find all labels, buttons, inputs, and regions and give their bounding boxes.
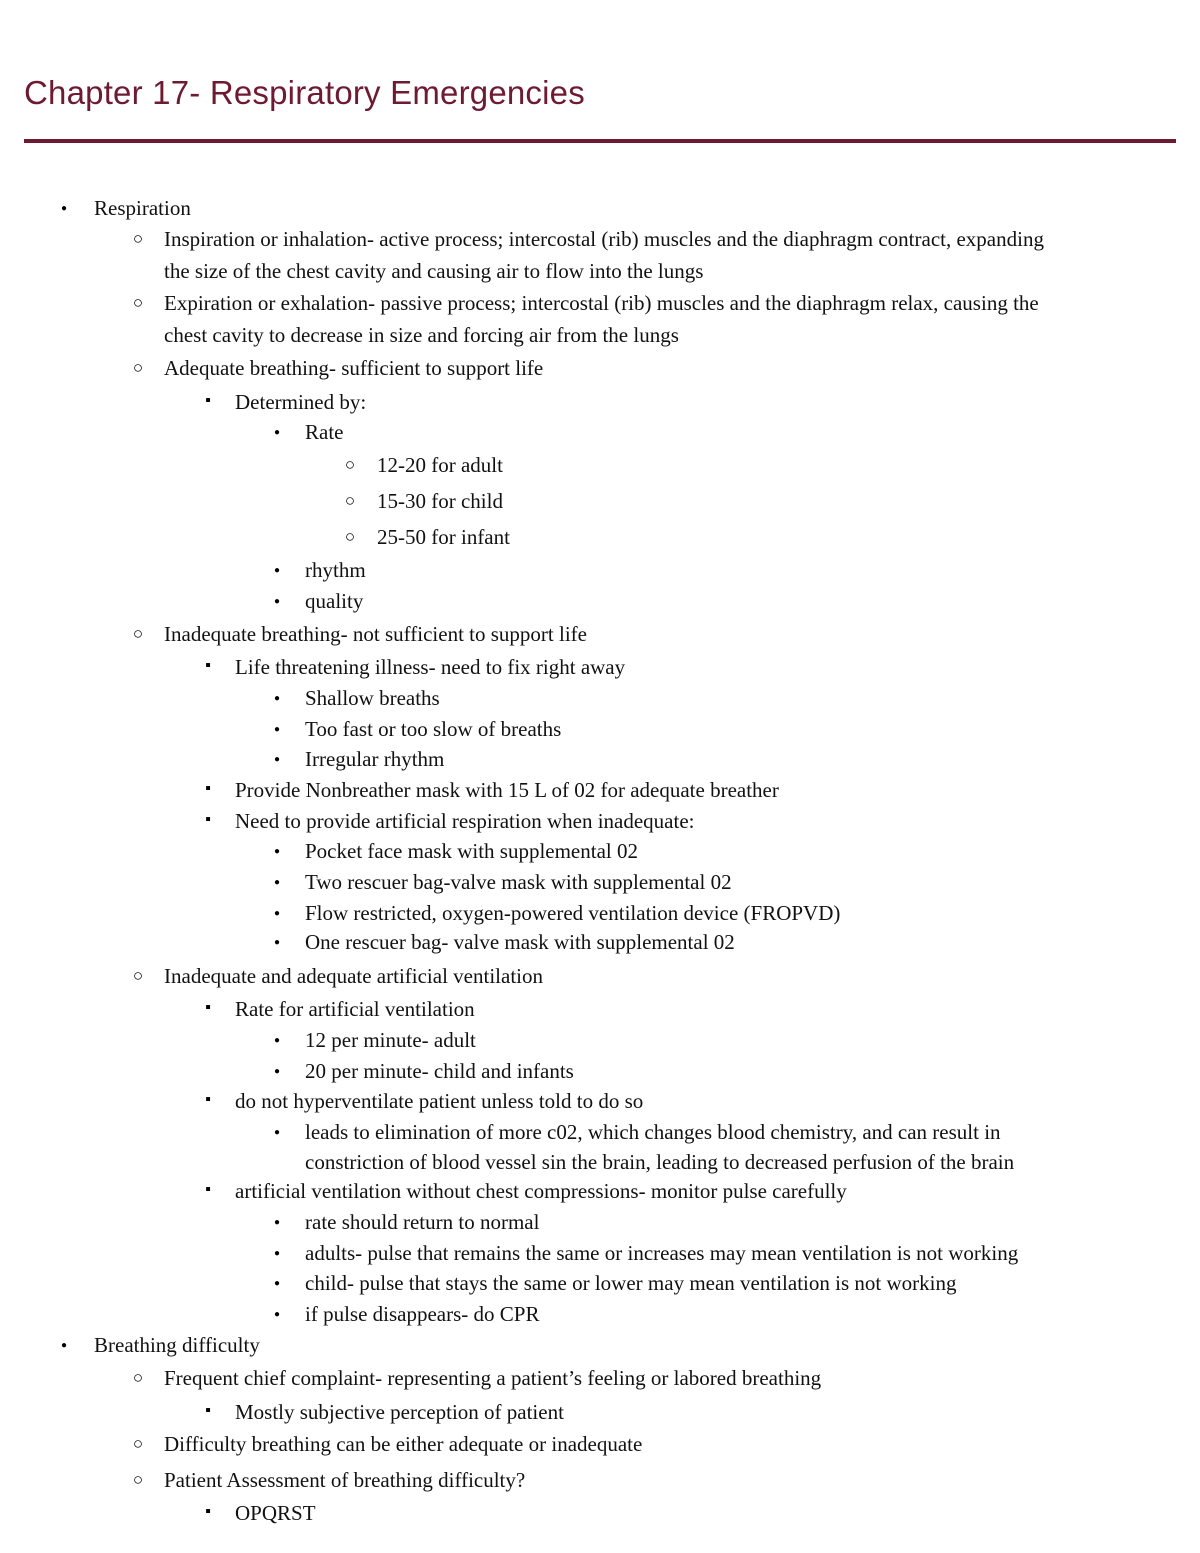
circle-bullet-icon	[126, 294, 150, 312]
outline-item-level-1: chest cavity to decrease in size and forcing air from the lungs	[164, 323, 679, 347]
outline-item-level-2: Provide Nonbreather mask with 15 L of 02 for adequate breather	[235, 778, 779, 802]
disc-bullet-icon	[265, 1031, 289, 1047]
disc-bullet-icon	[265, 750, 289, 766]
square-bullet-icon	[196, 781, 220, 797]
disc-bullet-icon	[265, 933, 289, 949]
outline-item-level-3: Two rescuer bag-valve mask with supplemental 02	[305, 870, 732, 894]
circle-bullet-icon	[126, 1369, 150, 1387]
disc-bullet-icon	[265, 689, 289, 705]
outline-item-level-3: if pulse disappears- do CPR	[305, 1302, 540, 1326]
circle-bullet-icon	[338, 528, 362, 546]
outline-item-level-3: Irregular rhythm	[305, 747, 445, 771]
outline-item-level-3: rhythm	[305, 558, 366, 582]
circle-bullet-icon	[126, 1471, 150, 1489]
outline-item-level-4: 25-50 for infant	[377, 525, 510, 549]
outline-item-level-0: Breathing difficulty	[94, 1333, 260, 1357]
outline-item-level-3: Rate	[305, 420, 344, 444]
outline-item-level-2: Rate for artificial ventilation	[235, 997, 475, 1021]
outline-item-level-1: Inspiration or inhalation- active process; intercostal (rib) muscles and the diaphragm contract, expanding	[164, 227, 1044, 251]
outline-item-level-1: Frequent chief complaint- representing a patient’s feeling or labored breathing	[164, 1366, 822, 1390]
outline-item-level-3: adults- pulse that remains the same or increases may mean ventilation is not working	[305, 1241, 1019, 1265]
outline-item-level-0: Respiration	[94, 196, 191, 220]
outline-item-level-2: do not hyperventilate patient unless told to do so	[235, 1089, 644, 1113]
disc-bullet-icon	[265, 561, 289, 577]
square-bullet-icon	[196, 1092, 220, 1108]
disc-bullet-icon	[265, 423, 289, 439]
disc-bullet-icon	[265, 1123, 289, 1139]
outline-item-level-3: 20 per minute- child and infants	[305, 1059, 574, 1083]
outline-item-level-2: Determined by:	[235, 390, 367, 414]
outline-item-level-3: Shallow breaths	[305, 686, 440, 710]
circle-bullet-icon	[338, 492, 362, 510]
outline-item-level-2: Need to provide artificial respiration when inadequate:	[235, 809, 695, 833]
circle-bullet-icon	[126, 967, 150, 985]
outline-item-level-3: Too fast or too slow of breaths	[305, 717, 562, 741]
outline-item-level-3: 12 per minute- adult	[305, 1028, 476, 1052]
circle-bullet-icon	[338, 456, 362, 474]
outline-item-level-2: OPQRST	[235, 1501, 316, 1525]
outline-item-level-1: Inadequate and adequate artificial ventilation	[164, 964, 543, 988]
disc-bullet-icon	[265, 592, 289, 608]
square-bullet-icon	[196, 1182, 220, 1198]
disc-bullet-icon	[265, 842, 289, 858]
outline-item-level-3: child- pulse that stays the same or lower may mean ventilation is not working	[305, 1271, 957, 1295]
disc-bullet-icon	[265, 720, 289, 736]
outline-item-level-2: artificial ventilation without chest compressions- monitor pulse carefully	[235, 1179, 847, 1203]
disc-bullet-icon	[265, 1062, 289, 1078]
outline-item-level-3: One rescuer bag- valve mask with supplemental 02	[305, 930, 735, 954]
outline-item-level-3: constriction of blood vessel sin the brain, leading to decreased perfusion of the brain	[305, 1150, 1015, 1174]
circle-bullet-icon	[126, 230, 150, 248]
outline-item-level-3: Pocket face mask with supplemental 02	[305, 839, 638, 863]
circle-bullet-icon	[126, 1435, 150, 1453]
page-title: Chapter 17- Respiratory Emergencies	[24, 74, 585, 111]
circle-bullet-icon	[126, 625, 150, 643]
outline-item-level-1: the size of the chest cavity and causing air to flow into the lungs	[164, 259, 704, 283]
outline-item-level-2: Mostly subjective perception of patient	[235, 1400, 564, 1424]
outline-item-level-3: leads to elimination of more c02, which changes blood chemistry, and can result in	[305, 1120, 1001, 1144]
disc-bullet-icon	[265, 1244, 289, 1260]
square-bullet-icon	[196, 1403, 220, 1419]
outline-item-level-1: Expiration or exhalation- passive process; intercostal (rib) muscles and the diaphragm relax, causing the	[164, 291, 1039, 315]
square-bullet-icon	[196, 1000, 220, 1016]
outline-item-level-1: Adequate breathing- sufficient to support life	[164, 356, 544, 380]
disc-bullet-icon	[265, 1305, 289, 1321]
disc-bullet-icon	[52, 199, 76, 215]
outline-item-level-1: Patient Assessment of breathing difficulty?	[164, 1468, 526, 1492]
disc-bullet-icon	[265, 904, 289, 920]
outline-item-level-2: Life threatening illness- need to fix right away	[235, 655, 626, 679]
outline-item-level-3: quality	[305, 589, 364, 613]
square-bullet-icon	[196, 658, 220, 674]
outline-item-level-3: rate should return to normal	[305, 1210, 540, 1234]
disc-bullet-icon	[265, 1274, 289, 1290]
disc-bullet-icon	[265, 1213, 289, 1229]
outline-item-level-4: 15-30 for child	[377, 489, 503, 513]
square-bullet-icon	[196, 1504, 220, 1520]
square-bullet-icon	[196, 393, 220, 409]
outline-item-level-1: Difficulty breathing can be either adequate or inadequate	[164, 1432, 643, 1456]
disc-bullet-icon	[265, 873, 289, 889]
square-bullet-icon	[196, 812, 220, 828]
outline-item-level-3: Flow restricted, oxygen-powered ventilation device (FROPVD)	[305, 901, 841, 925]
circle-bullet-icon	[126, 359, 150, 377]
title-divider	[24, 139, 1176, 143]
disc-bullet-icon	[52, 1336, 76, 1352]
outline-item-level-1: Inadequate breathing- not sufficient to support life	[164, 622, 587, 646]
outline-item-level-4: 12-20 for adult	[377, 453, 503, 477]
